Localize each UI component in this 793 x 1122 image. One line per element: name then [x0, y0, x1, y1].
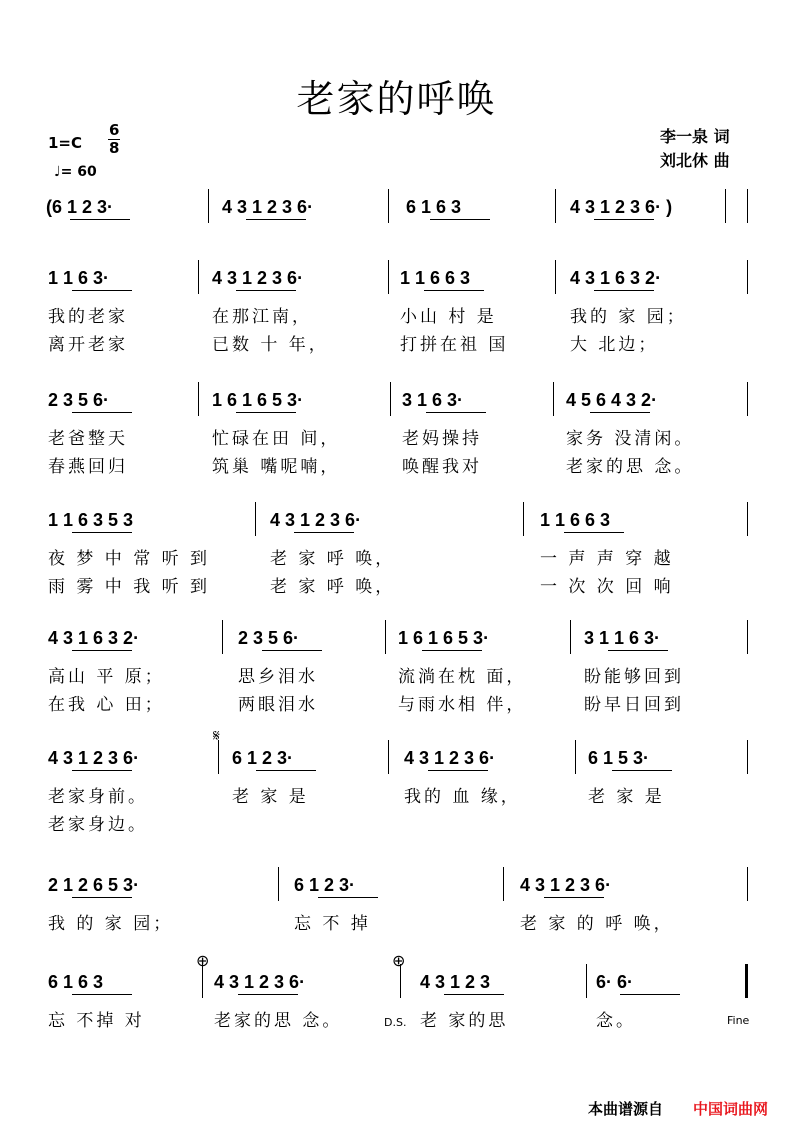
barline	[747, 867, 748, 901]
barline	[198, 260, 199, 294]
beam-underline	[422, 650, 482, 651]
measure-notes: 6 1 2 3·	[232, 748, 294, 768]
measure-notes: 1 6 1 6 5 3·	[212, 390, 304, 410]
beam-underline	[72, 290, 132, 291]
measure-notes: 1 1 6 6 3	[400, 268, 471, 288]
beam-underline	[236, 412, 296, 413]
fine-mark: Fine	[727, 1014, 750, 1027]
measure-notes: 6 1 6 3	[48, 972, 104, 992]
measure-notes: 4 3 1 6 3 2·	[570, 268, 662, 288]
measure-notes: 2 3 5 6·	[48, 390, 110, 410]
measure-notes: 6 1 2 3·	[294, 875, 356, 895]
lyric-line-1: 我的 家 园；	[570, 307, 687, 327]
measure-notes: 4 3 1 2 3 6·	[212, 268, 304, 288]
measure-notes: (6 1 2 3·	[46, 197, 114, 217]
lyric-line-1: 我 的 家 园；	[48, 914, 174, 934]
barline	[555, 260, 556, 294]
beam-underline	[72, 650, 132, 651]
lyric-line-2: 老家身边。	[48, 815, 148, 835]
beam-underline	[256, 770, 316, 771]
lyric-line-1: 忙碌在田 间，	[212, 429, 341, 449]
coda-icon: ⊕	[392, 951, 406, 970]
lyric-line-1: 老 家的思	[420, 1011, 509, 1031]
lyric-line-1: 流淌在枕 面，	[398, 667, 527, 687]
lyric-line-1: 我的老家	[48, 307, 128, 327]
barline	[747, 189, 748, 223]
coda-icon: ⊕	[196, 951, 210, 970]
barline	[747, 260, 748, 294]
song-title: 老家的呼唤	[296, 77, 497, 121]
measure-notes: 4 5 6 4 3 2·	[566, 390, 658, 410]
beam-underline	[236, 290, 296, 291]
measure-notes: 4 3 1 6 3 2·	[48, 628, 140, 648]
lyric-line-2: 在我 心 田；	[48, 695, 165, 715]
measure-notes: 4 3 1 2 3 6·	[404, 748, 496, 768]
barline	[388, 189, 389, 223]
beam-underline	[72, 994, 132, 995]
barline	[208, 189, 209, 223]
barline	[388, 740, 389, 774]
lyric-line-1: 家务 没清闲。	[566, 429, 695, 449]
lyric-line-1: 老妈操持	[402, 429, 482, 449]
barline	[570, 620, 571, 654]
lyric-line-1: 念。	[596, 1011, 636, 1031]
barline	[725, 189, 726, 223]
barline	[255, 502, 256, 536]
barline	[747, 740, 748, 774]
lyric-line-1: 一 声 声 穿 越	[540, 549, 674, 569]
time-top: 6	[109, 121, 120, 139]
lyric-line-1: 我的 血 缘，	[404, 787, 521, 807]
lyric-line-2: 盼早日回到	[584, 695, 684, 715]
lyric-line-2: 雨 雾 中 我 听 到	[48, 577, 211, 597]
lyric-line-2: 打拼在祖 国	[400, 335, 509, 355]
lyric-line-1: 夜 梦 中 常 听 到	[48, 549, 211, 569]
lyric-line-2: 大 北边；	[570, 335, 659, 355]
lyric-line-1: 老 家 是	[232, 787, 309, 807]
measure-notes: 1 1 6 3 5 3	[48, 510, 134, 530]
barline	[388, 260, 389, 294]
barline	[222, 620, 223, 654]
barline	[747, 382, 748, 416]
beam-underline	[594, 290, 654, 291]
measure-notes: 6 1 5 3·	[588, 748, 650, 768]
lyric-line-1: 忘 不掉 对	[48, 1011, 145, 1031]
beam-underline	[424, 290, 484, 291]
lyric-line-1: 老 家 的 呼 唤，	[520, 914, 674, 934]
beam-underline	[430, 219, 490, 220]
beam-underline	[620, 994, 680, 995]
lyric-line-1: 高山 平 原；	[48, 667, 165, 687]
tempo-mark	[54, 164, 97, 180]
lyric-line-1: 老爸整天	[48, 429, 128, 449]
segno-icon: 𝄋	[213, 726, 220, 745]
beam-underline	[590, 412, 650, 413]
beam-underline	[72, 412, 132, 413]
measure-notes: 4 3 1 2 3 6·	[270, 510, 362, 530]
beam-underline	[318, 897, 378, 898]
lyric-line-2: 老家的思 念。	[566, 457, 695, 477]
beam-underline	[262, 650, 322, 651]
quarter-note-icon: ♩	[54, 164, 61, 180]
footer-source: 本曲谱源自	[588, 1100, 664, 1118]
beam-underline	[608, 650, 668, 651]
measure-notes: 4 3 1 2 3	[420, 972, 491, 992]
measure-notes: 4 3 1 2 3 6·	[48, 748, 140, 768]
measure-notes: 1 6 1 6 5 3·	[398, 628, 490, 648]
beam-underline	[564, 532, 624, 533]
tempo-value: = 60	[60, 164, 97, 180]
barline	[555, 189, 556, 223]
ds-mark: D.S.	[384, 1016, 407, 1029]
final-barline	[745, 964, 748, 998]
lyric-line-2: 与雨水相 伴，	[398, 695, 527, 715]
key-signature: 1=C	[48, 134, 83, 152]
lyric-line-1: 忘 不 掉	[294, 914, 371, 934]
measure-notes: 2 3 5 6·	[238, 628, 300, 648]
beam-underline	[70, 219, 130, 220]
lyric-line-2: 已数 十 年，	[212, 335, 329, 355]
barline	[278, 867, 279, 901]
time-bottom: 8	[109, 139, 120, 157]
beam-underline	[72, 897, 132, 898]
lyric-line-2: 老 家 呼 唤，	[270, 577, 396, 597]
measure-notes: 4 3 1 2 3 6·	[520, 875, 612, 895]
lyric-line-1: 小山 村 是	[400, 307, 497, 327]
beam-underline	[294, 532, 354, 533]
beam-underline	[612, 770, 672, 771]
beam-underline	[444, 994, 504, 995]
beam-underline	[426, 412, 486, 413]
footer-site: 中国词曲网	[693, 1100, 769, 1118]
beam-underline	[246, 219, 306, 220]
measure-notes: 2 1 2 6 5 3·	[48, 875, 140, 895]
measure-notes: 3 1 1 6 3·	[584, 628, 661, 648]
lyricist: 李一泉 词	[660, 127, 730, 146]
lyric-line-2: 两眼泪水	[238, 695, 318, 715]
beam-underline	[428, 770, 488, 771]
lyric-line-1: 老 家 是	[588, 787, 665, 807]
barline	[575, 740, 576, 774]
lyric-line-2: 一 次 次 回 响	[540, 577, 674, 597]
measure-notes: 6· 6·	[596, 972, 634, 992]
barline	[553, 382, 554, 416]
time-signature	[108, 122, 120, 157]
beam-underline	[72, 532, 132, 533]
beam-underline	[544, 897, 604, 898]
beam-underline	[238, 994, 298, 995]
measure-notes: 4 3 1 2 3 6·	[222, 197, 314, 217]
lyric-line-1: 老 家 呼 唤，	[270, 549, 396, 569]
measure-notes: 3 1 6 3·	[402, 390, 464, 410]
barline	[523, 502, 524, 536]
measure-notes: 6 1 6 3	[406, 197, 462, 217]
lyric-line-1: 老家的思 念。	[214, 1011, 343, 1031]
lyric-line-1: 在那江南，	[212, 307, 312, 327]
composer: 刘北休 曲	[660, 151, 730, 170]
measure-notes: 4 3 1 2 3 6· )	[570, 197, 673, 217]
lyric-line-2: 离开老家	[48, 335, 128, 355]
lyric-line-2: 春燕回归	[48, 457, 128, 477]
lyric-line-1: 盼能够回到	[584, 667, 684, 687]
lyric-line-1: 思乡泪水	[238, 667, 318, 687]
measure-notes: 1 1 6 3·	[48, 268, 110, 288]
barline	[198, 382, 199, 416]
beam-underline	[72, 770, 132, 771]
lyric-line-1: 老家身前。	[48, 787, 148, 807]
measure-notes: 4 3 1 2 3 6·	[214, 972, 306, 992]
barline	[390, 382, 391, 416]
lyric-line-2: 唤醒我对	[402, 457, 482, 477]
barline	[586, 964, 587, 998]
barline	[385, 620, 386, 654]
measure-notes: 1 1 6 6 3	[540, 510, 611, 530]
barline	[503, 867, 504, 901]
lyric-line-2: 筑巢 嘴呢喃，	[212, 457, 341, 477]
beam-underline	[594, 219, 654, 220]
barline	[747, 620, 748, 654]
barline	[747, 502, 748, 536]
